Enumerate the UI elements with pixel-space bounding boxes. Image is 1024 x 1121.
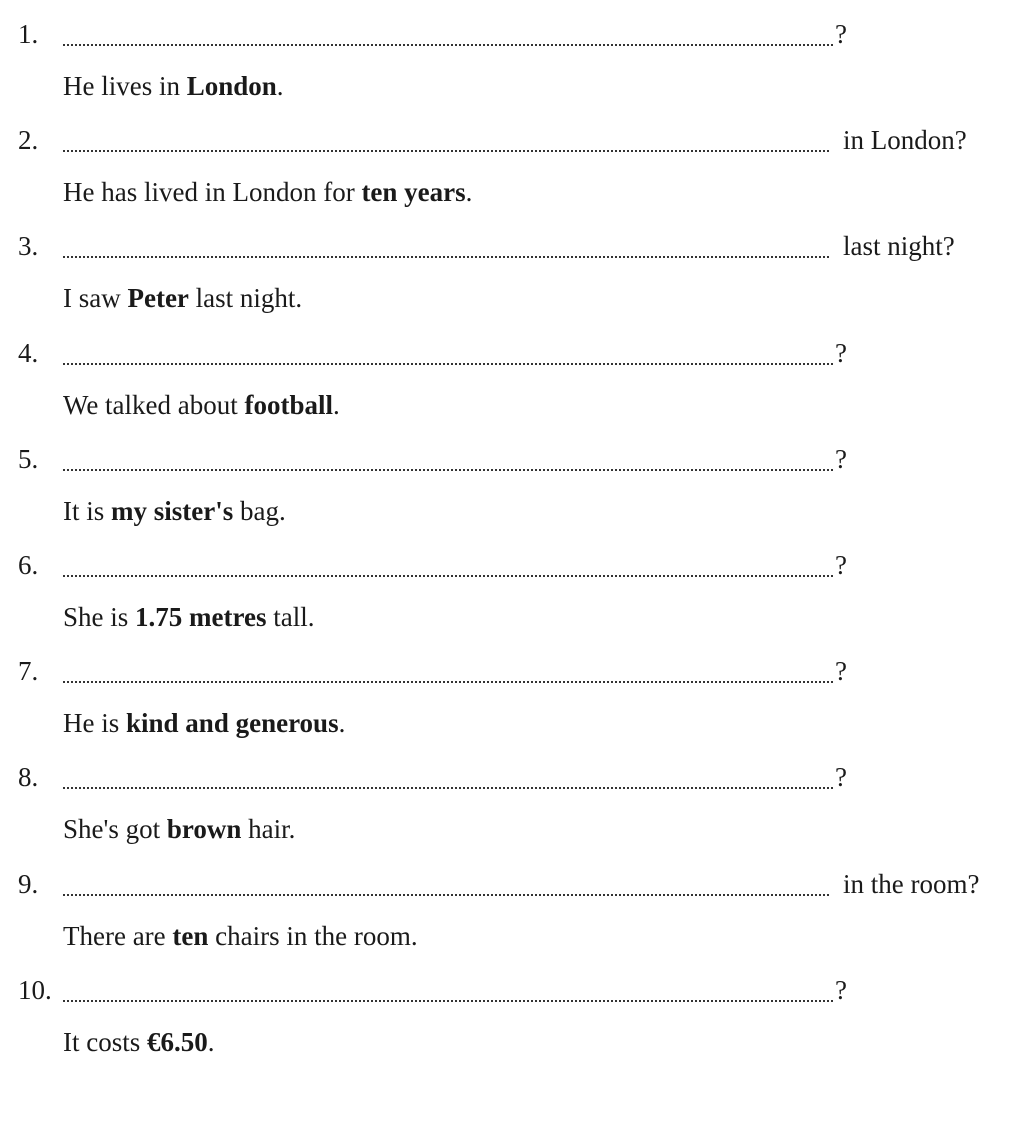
answer-text-bold: Peter	[127, 283, 189, 313]
answer-blank[interactable]	[63, 757, 833, 789]
answer-text-bold: my sister's	[111, 496, 234, 526]
answer-blank[interactable]	[63, 864, 829, 896]
answer-text-before: She is	[63, 602, 136, 632]
answer-text-after: tall.	[266, 602, 315, 632]
answer-text-before: She's got	[63, 814, 167, 844]
question-number: 4.	[18, 338, 39, 368]
answer-sentence	[63, 1022, 215, 1062]
question-line	[0, 226, 1024, 266]
answer-sentence	[63, 491, 286, 531]
answer-text-before: It is	[63, 496, 112, 526]
answer-text-after: .	[207, 1027, 215, 1057]
question-tail: ?	[835, 975, 847, 1005]
answer-text-bold: football	[244, 390, 334, 420]
answer-text-after: chairs in the room.	[208, 921, 418, 951]
question-item-6	[0, 531, 1024, 637]
question-tail: ?	[835, 19, 847, 49]
answer-text-before: I saw	[63, 283, 128, 313]
answer-text-after: .	[276, 71, 284, 101]
answer-sentence	[63, 916, 418, 956]
question-line	[0, 14, 1024, 54]
question-item-3	[0, 212, 1024, 318]
question-item-1	[0, 0, 1024, 106]
answer-sentence	[63, 809, 295, 849]
question-tail: last night?	[843, 231, 955, 261]
answer-text-after: .	[338, 708, 346, 738]
answer-text-before: He has lived in London for	[63, 177, 362, 207]
answer-text-bold: London	[186, 71, 277, 101]
question-item-9	[0, 850, 1024, 956]
answer-text-bold: 1.75 metres	[135, 602, 267, 632]
question-tail: ?	[835, 656, 847, 686]
answer-sentence	[63, 278, 302, 318]
question-item-5	[0, 425, 1024, 531]
answer-blank[interactable]	[63, 14, 833, 46]
question-number: 8.	[18, 762, 39, 792]
question-line	[0, 333, 1024, 373]
answer-text-after: last night.	[188, 283, 303, 313]
answer-text-after: .	[333, 390, 340, 420]
question-number: 5.	[18, 444, 39, 474]
answer-text-before: There are	[63, 921, 173, 951]
question-number: 1.	[18, 19, 39, 49]
answer-text-after: hair.	[241, 814, 296, 844]
question-number: 3.	[18, 231, 39, 261]
answer-sentence	[63, 66, 284, 106]
question-tail: ?	[835, 444, 847, 474]
answer-text-before: He is	[63, 708, 126, 738]
answer-blank[interactable]	[63, 651, 833, 683]
answer-blank[interactable]	[63, 439, 833, 471]
question-number: 2.	[18, 125, 39, 155]
question-tail: ?	[835, 762, 847, 792]
question-line	[0, 970, 1024, 1010]
answer-blank[interactable]	[63, 545, 833, 577]
question-item-4	[0, 319, 1024, 425]
question-line	[0, 545, 1024, 585]
answer-sentence	[63, 172, 472, 212]
answer-text-after: bag.	[233, 496, 286, 526]
question-line	[0, 439, 1024, 479]
question-number: 6.	[18, 550, 39, 580]
answer-sentence	[63, 703, 345, 743]
question-number: 7.	[18, 656, 39, 686]
question-number: 10.	[18, 975, 52, 1005]
answer-blank[interactable]	[63, 333, 833, 365]
question-line	[0, 651, 1024, 691]
answer-text-bold: ten	[172, 921, 209, 951]
question-tail: ?	[835, 550, 847, 580]
answer-blank[interactable]	[63, 120, 829, 152]
question-item-10	[0, 956, 1024, 1062]
answer-text-bold: ten years	[361, 177, 466, 207]
question-item-7	[0, 637, 1024, 743]
question-item-2	[0, 106, 1024, 212]
question-tail: in the room?	[843, 869, 980, 899]
answer-text-after: .	[465, 177, 473, 207]
answer-blank[interactable]	[63, 970, 833, 1002]
answer-blank[interactable]	[63, 226, 829, 258]
answer-text-before: It costs	[63, 1027, 147, 1057]
question-line	[0, 757, 1024, 797]
answer-text-bold: brown	[166, 814, 242, 844]
question-line	[0, 120, 1024, 160]
answer-text-before: He lives in	[63, 71, 187, 101]
answer-text-bold: €6.50	[147, 1027, 208, 1057]
answer-text-before: We talked about	[63, 390, 245, 420]
answer-sentence	[63, 385, 340, 425]
question-tail: ?	[835, 338, 847, 368]
question-tail: in London?	[843, 125, 967, 155]
answer-text-bold: kind and generous	[126, 708, 339, 738]
answer-sentence	[63, 597, 314, 637]
question-number: 9.	[18, 869, 39, 899]
question-line	[0, 864, 1024, 904]
question-item-8	[0, 743, 1024, 849]
